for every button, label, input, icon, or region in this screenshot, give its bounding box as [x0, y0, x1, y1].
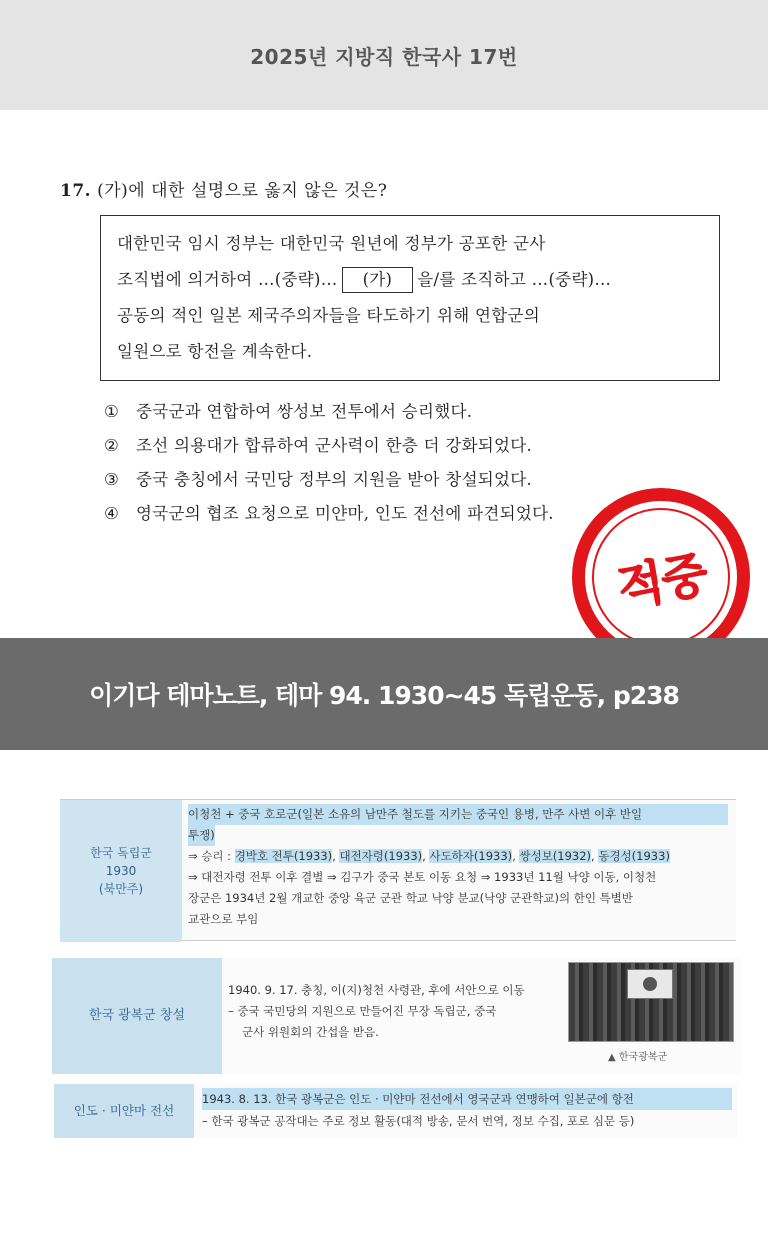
snippet-row-body — [188, 804, 728, 930]
passage-line: 대한민국 임시 정부는 대한민국 원년에 정부가 공포한 군사 — [117, 234, 546, 253]
choice-mark: ④ — [104, 504, 120, 523]
body-line: 군사 위원회의 간섭을 받음. — [242, 1025, 379, 1039]
liberation-army-photo — [568, 962, 734, 1042]
row-head-year: 1930 — [105, 864, 137, 878]
photo-caption: ▲ 한국광복군 — [608, 1052, 668, 1063]
choice-text: 조선 의용대가 합류하여 군사력이 한층 더 강화되었다. — [136, 436, 533, 455]
blank-box: (가) — [342, 267, 414, 293]
body-line: 장군은 1934년 2월 개교한 중앙 육군 군관 학교 낙양 분교(낙양 군관학교)의 한인 특별반 — [188, 891, 633, 905]
textbook-snippet-3 — [54, 1084, 738, 1138]
snippet-row-head — [60, 800, 182, 942]
row-head-region: (북만주) — [98, 882, 144, 896]
passage-text: 을/를 조직하고 …(중략)… — [417, 270, 612, 289]
flag-icon — [627, 969, 673, 999]
choice-text: 영국군의 협조 요청으로 미얀마, 인도 전선에 파견되었다. — [136, 504, 554, 523]
source-passage-box — [100, 215, 720, 381]
header-band — [0, 0, 768, 110]
battle-prefix: ⇒ 승리 : — [188, 849, 235, 863]
reference-title: 이기다 테마노트, 테마 94. 1930~45 독립운동, p238 — [89, 681, 679, 710]
choice-text: 중국군과 연합하여 쌍성보 전투에서 승리했다. — [136, 402, 473, 421]
passage-line — [117, 262, 703, 298]
passage-line: 일원으로 항전을 계속한다. — [117, 342, 313, 361]
body-line: – 한국 광복군 공작대는 주로 정보 활동(대적 방송, 문서 번역, 정보 수집, 포로 심문 등) — [202, 1114, 635, 1128]
snippet-row-body — [228, 980, 588, 1043]
body-line: 투쟁) — [188, 825, 215, 846]
choice-mark: ① — [104, 402, 120, 421]
body-line: – 중국 국민당의 지원으로 만들어진 무장 독립군, 중국 — [228, 1004, 497, 1018]
row-head-title: 한국 광복군 창설 — [88, 1008, 186, 1023]
passage-line: 공동의 적인 일본 제국주의자들을 타도하기 위해 연합군의 — [117, 306, 541, 325]
question-number: 17. — [60, 181, 92, 201]
battle-item: 대전자령(1933) — [339, 849, 423, 863]
battle-line: ⇒ 승리 : 경박호 전투(1933), 대전자령(1933), 사도하자(1933), 쌍성보(1932), 동경성(1933) — [188, 849, 670, 863]
body-line: 1943. 8. 13. 한국 광복군은 인도 · 미얀마 전선에서 영국군과 연맹하여 일본군에 항전 — [202, 1088, 732, 1110]
row-head-title: 한국 독립군 — [90, 846, 152, 860]
battle-item: 쌍성보(1932) — [519, 849, 592, 863]
choice-2[interactable] — [104, 429, 720, 463]
choice-1[interactable] — [104, 395, 720, 429]
choice-text: 중국 충칭에서 국민당 정부의 지원을 받아 창설되었다. — [136, 470, 533, 489]
choice-mark: ③ — [104, 470, 120, 489]
textbook-snippet-1 — [60, 799, 736, 941]
body-line: 교관으로 부임 — [188, 912, 259, 926]
exam-question — [60, 176, 720, 531]
choice-mark: ② — [104, 436, 120, 455]
textbook-snippet-2 — [52, 958, 742, 1074]
body-line: 1940. 9. 17. 충칭, 이(지)청천 사령관, 후에 서안으로 이동 — [228, 983, 525, 997]
battle-item: 사도하자(1933) — [429, 849, 513, 863]
battle-item: 동경성(1933) — [598, 849, 670, 863]
stamp-text: 적중 — [613, 546, 711, 617]
body-line: ⇒ 대전자령 전투 이후 결별 ⇒ 김구가 중국 본토 이동 요청 ⇒ 1933년 11월 낙양 이동, 이청천 — [188, 870, 657, 884]
row-head-title: 인도 · 미얀마 전선 — [73, 1103, 175, 1118]
passage-text: 조직법에 의거하여 …(중략)… — [117, 270, 338, 289]
snippet-row-head — [52, 958, 222, 1074]
choice-3[interactable] — [104, 463, 720, 497]
page-title: 2025년 지방직 한국사 17번 — [250, 44, 518, 69]
question-text: (가)에 대한 설명으로 옳지 않은 것은? — [97, 181, 388, 201]
battle-item: 경박호 전투(1933) — [234, 849, 333, 863]
reference-banner — [0, 638, 768, 750]
question-prompt — [60, 176, 720, 201]
snippet-row-body — [202, 1088, 732, 1132]
snippet-row-head — [54, 1084, 194, 1138]
body-line: 이청천 + 중국 호로군(일본 소유의 남만주 철도를 지키는 중국인 용병, 만주 사변 이후 반일 — [188, 804, 728, 825]
